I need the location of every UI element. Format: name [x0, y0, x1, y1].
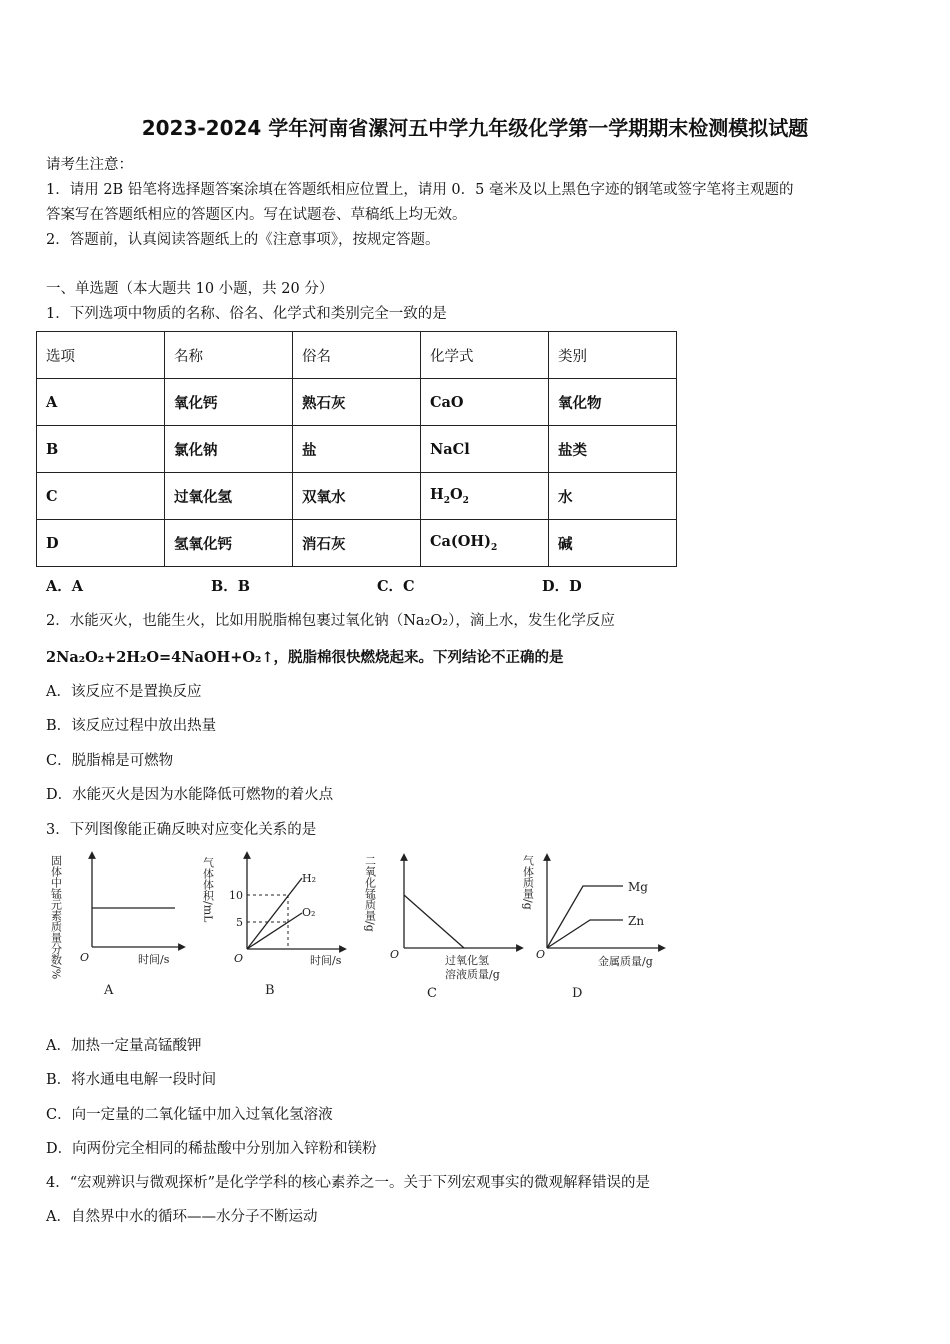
graph-d-origin: O	[536, 948, 546, 961]
table-cell: 氢氧化钙	[165, 520, 293, 567]
graph-d-mg-line	[547, 886, 623, 948]
graph-c-series	[404, 895, 464, 948]
graph-c-xlabel-2: 溶液质量/g	[445, 968, 500, 981]
q2-stem: 2．水能灭火，也能生火，比如用脱脂棉包裹过氧化钠（Na₂O₂），滴上水，发生化学反应	[46, 613, 615, 629]
graph-c-xlabel-1: 过氧化氢	[445, 954, 489, 967]
formula-text: H	[430, 486, 444, 504]
graph-b-label: B	[265, 983, 275, 998]
graph-c	[364, 855, 521, 1001]
graph-b-tick-5: 5	[236, 916, 243, 929]
q2-option-d[interactable]: D．水能灭火是因为水能降低可燃物的着火点	[46, 787, 334, 803]
q1-choice-a[interactable]: A．A	[46, 578, 84, 595]
table-row	[37, 426, 677, 473]
graph-d-xlabel: 金属质量/g	[598, 955, 653, 968]
table-cell: 盐类	[549, 426, 677, 473]
table-cell: 氧化物	[549, 379, 677, 426]
table-cell	[421, 473, 549, 520]
graph-a	[50, 855, 183, 998]
q1-choice-b[interactable]: B．B	[211, 578, 251, 595]
graph-b-o2-label: O₂	[302, 906, 316, 919]
table-cell: D	[37, 520, 165, 567]
q4-option-a[interactable]: A．自然界中水的循环——水分子不断运动	[46, 1209, 318, 1225]
table-row	[37, 379, 677, 426]
notice-item-1: 1．请用 2B 铅笔将选择题答案涂填在答题纸相应位置上，请用 0．5 毫米及以上黑色字迹的钢笔或签字笔将主观题的	[46, 182, 794, 198]
q3-option-b[interactable]: B．将水通电电解一段时间	[46, 1072, 217, 1088]
notice-heading: 请考生注意：	[46, 157, 133, 173]
table-header: 俗名	[293, 332, 421, 379]
table-row	[37, 473, 677, 520]
graph-d-zn-line	[547, 920, 623, 948]
table-cell: C	[37, 473, 165, 520]
q1-table	[36, 331, 677, 567]
graph-c-label: C	[427, 986, 437, 1001]
graph-b-h2-label: H₂	[302, 872, 317, 885]
table-cell: 碱	[549, 520, 677, 567]
graph-d-label: D	[572, 986, 583, 1001]
table-cell: 盐	[293, 426, 421, 473]
section-heading: 一、单选题（本大题共 10 小题，共 20 分）	[46, 281, 334, 297]
q1-stem: 1．下列选项中物质的名称、俗名、化学式和类别完全一致的是	[46, 306, 447, 322]
table-header: 类别	[549, 332, 677, 379]
graph-b-xlabel: 时间/s	[310, 954, 342, 967]
table-cell: A	[37, 379, 165, 426]
table-row	[37, 520, 677, 567]
graph-d-zn-label: Zn	[628, 914, 645, 928]
table-header-row	[37, 332, 677, 379]
formula-subscript: 2	[443, 495, 450, 506]
q3-option-c[interactable]: C．向一定量的二氧化锰中加入过氧化氢溶液	[46, 1107, 333, 1123]
formula-text: Ca(OH)	[430, 533, 491, 551]
graph-a-ylabel: 固体中锰元素质量分数/%	[49, 855, 63, 980]
q2-option-a[interactable]: A．该反应不是置换反应	[46, 684, 202, 700]
graph-b	[202, 855, 344, 998]
table-cell: 过氧化氢	[165, 473, 293, 520]
graph-a-label: A	[104, 983, 114, 998]
graph-b-tick-10: 10	[229, 889, 243, 902]
graph-b-h2-line	[247, 878, 302, 949]
q2-option-b[interactable]: B．该反应过程中放出热量	[46, 718, 217, 734]
page-title: 2023-2024 学年河南省漯河五中学九年级化学第一学期期末检测模拟试题	[141, 116, 809, 140]
table-header: 名称	[165, 332, 293, 379]
graph-c-ylabel: 二氧化锰质量/g	[363, 855, 377, 932]
notice-item-1-cont: 答案写在答题纸相应的答题区内。写在试题卷、草稿纸上均无效。	[46, 207, 467, 223]
formula-text: O	[449, 486, 463, 504]
q3-option-a[interactable]: A．加热一定量高锰酸钾	[46, 1038, 202, 1054]
table-cell: 消石灰	[293, 520, 421, 567]
formula-subscript: 2	[491, 542, 498, 553]
graph-b-origin: O	[234, 952, 244, 965]
q3-option-d[interactable]: D．向两份完全相同的稀盐酸中分别加入锌粉和镁粉	[46, 1141, 377, 1157]
q1-choice-c[interactable]: C．C	[377, 578, 415, 595]
graph-d-mg-label: Mg	[628, 880, 648, 894]
q2-option-c[interactable]: C．脱脂棉是可燃物	[46, 753, 174, 769]
table-cell: NaCl	[421, 426, 549, 473]
graph-b-o2-line	[247, 913, 302, 949]
table-cell	[421, 520, 549, 567]
graph-a-origin: O	[80, 951, 90, 964]
q3-graphs	[40, 845, 680, 1010]
q3-stem: 3．下列图像能正确反映对应变化关系的是	[46, 822, 317, 838]
table-cell: 水	[549, 473, 677, 520]
q1-choice-d[interactable]: D．D	[542, 578, 582, 595]
notice-item-2: 2．答题前，认真阅读答题纸上的《注意事项》，按规定答题。	[46, 232, 440, 248]
graph-a-xlabel: 时间/s	[138, 953, 170, 966]
table-cell: 双氧水	[293, 473, 421, 520]
table-cell: 氯化钠	[165, 426, 293, 473]
table-cell: 熟石灰	[293, 379, 421, 426]
q2-equation: 2Na₂O₂+2H₂O=4NaOH+O₂↑，脱脂棉很快燃烧起来。下列结论不正确的是	[46, 649, 564, 666]
graph-d-ylabel: 气体质量/g	[521, 855, 535, 910]
q4-stem: 4．“宏观辨识与微观探析”是化学学科的核心素养之一。关于下列宏观事实的微观解释错误的是	[46, 1175, 651, 1191]
graph-b-ylabel: 气体体积/mL	[201, 857, 215, 923]
graph-d	[522, 854, 663, 1001]
table-cell: 氧化钙	[165, 379, 293, 426]
table-header: 化学式	[421, 332, 549, 379]
formula-subscript: 2	[462, 495, 469, 506]
table-cell: B	[37, 426, 165, 473]
table-cell: CaO	[421, 379, 549, 426]
table-header: 选项	[37, 332, 165, 379]
graph-c-origin: O	[390, 948, 400, 961]
